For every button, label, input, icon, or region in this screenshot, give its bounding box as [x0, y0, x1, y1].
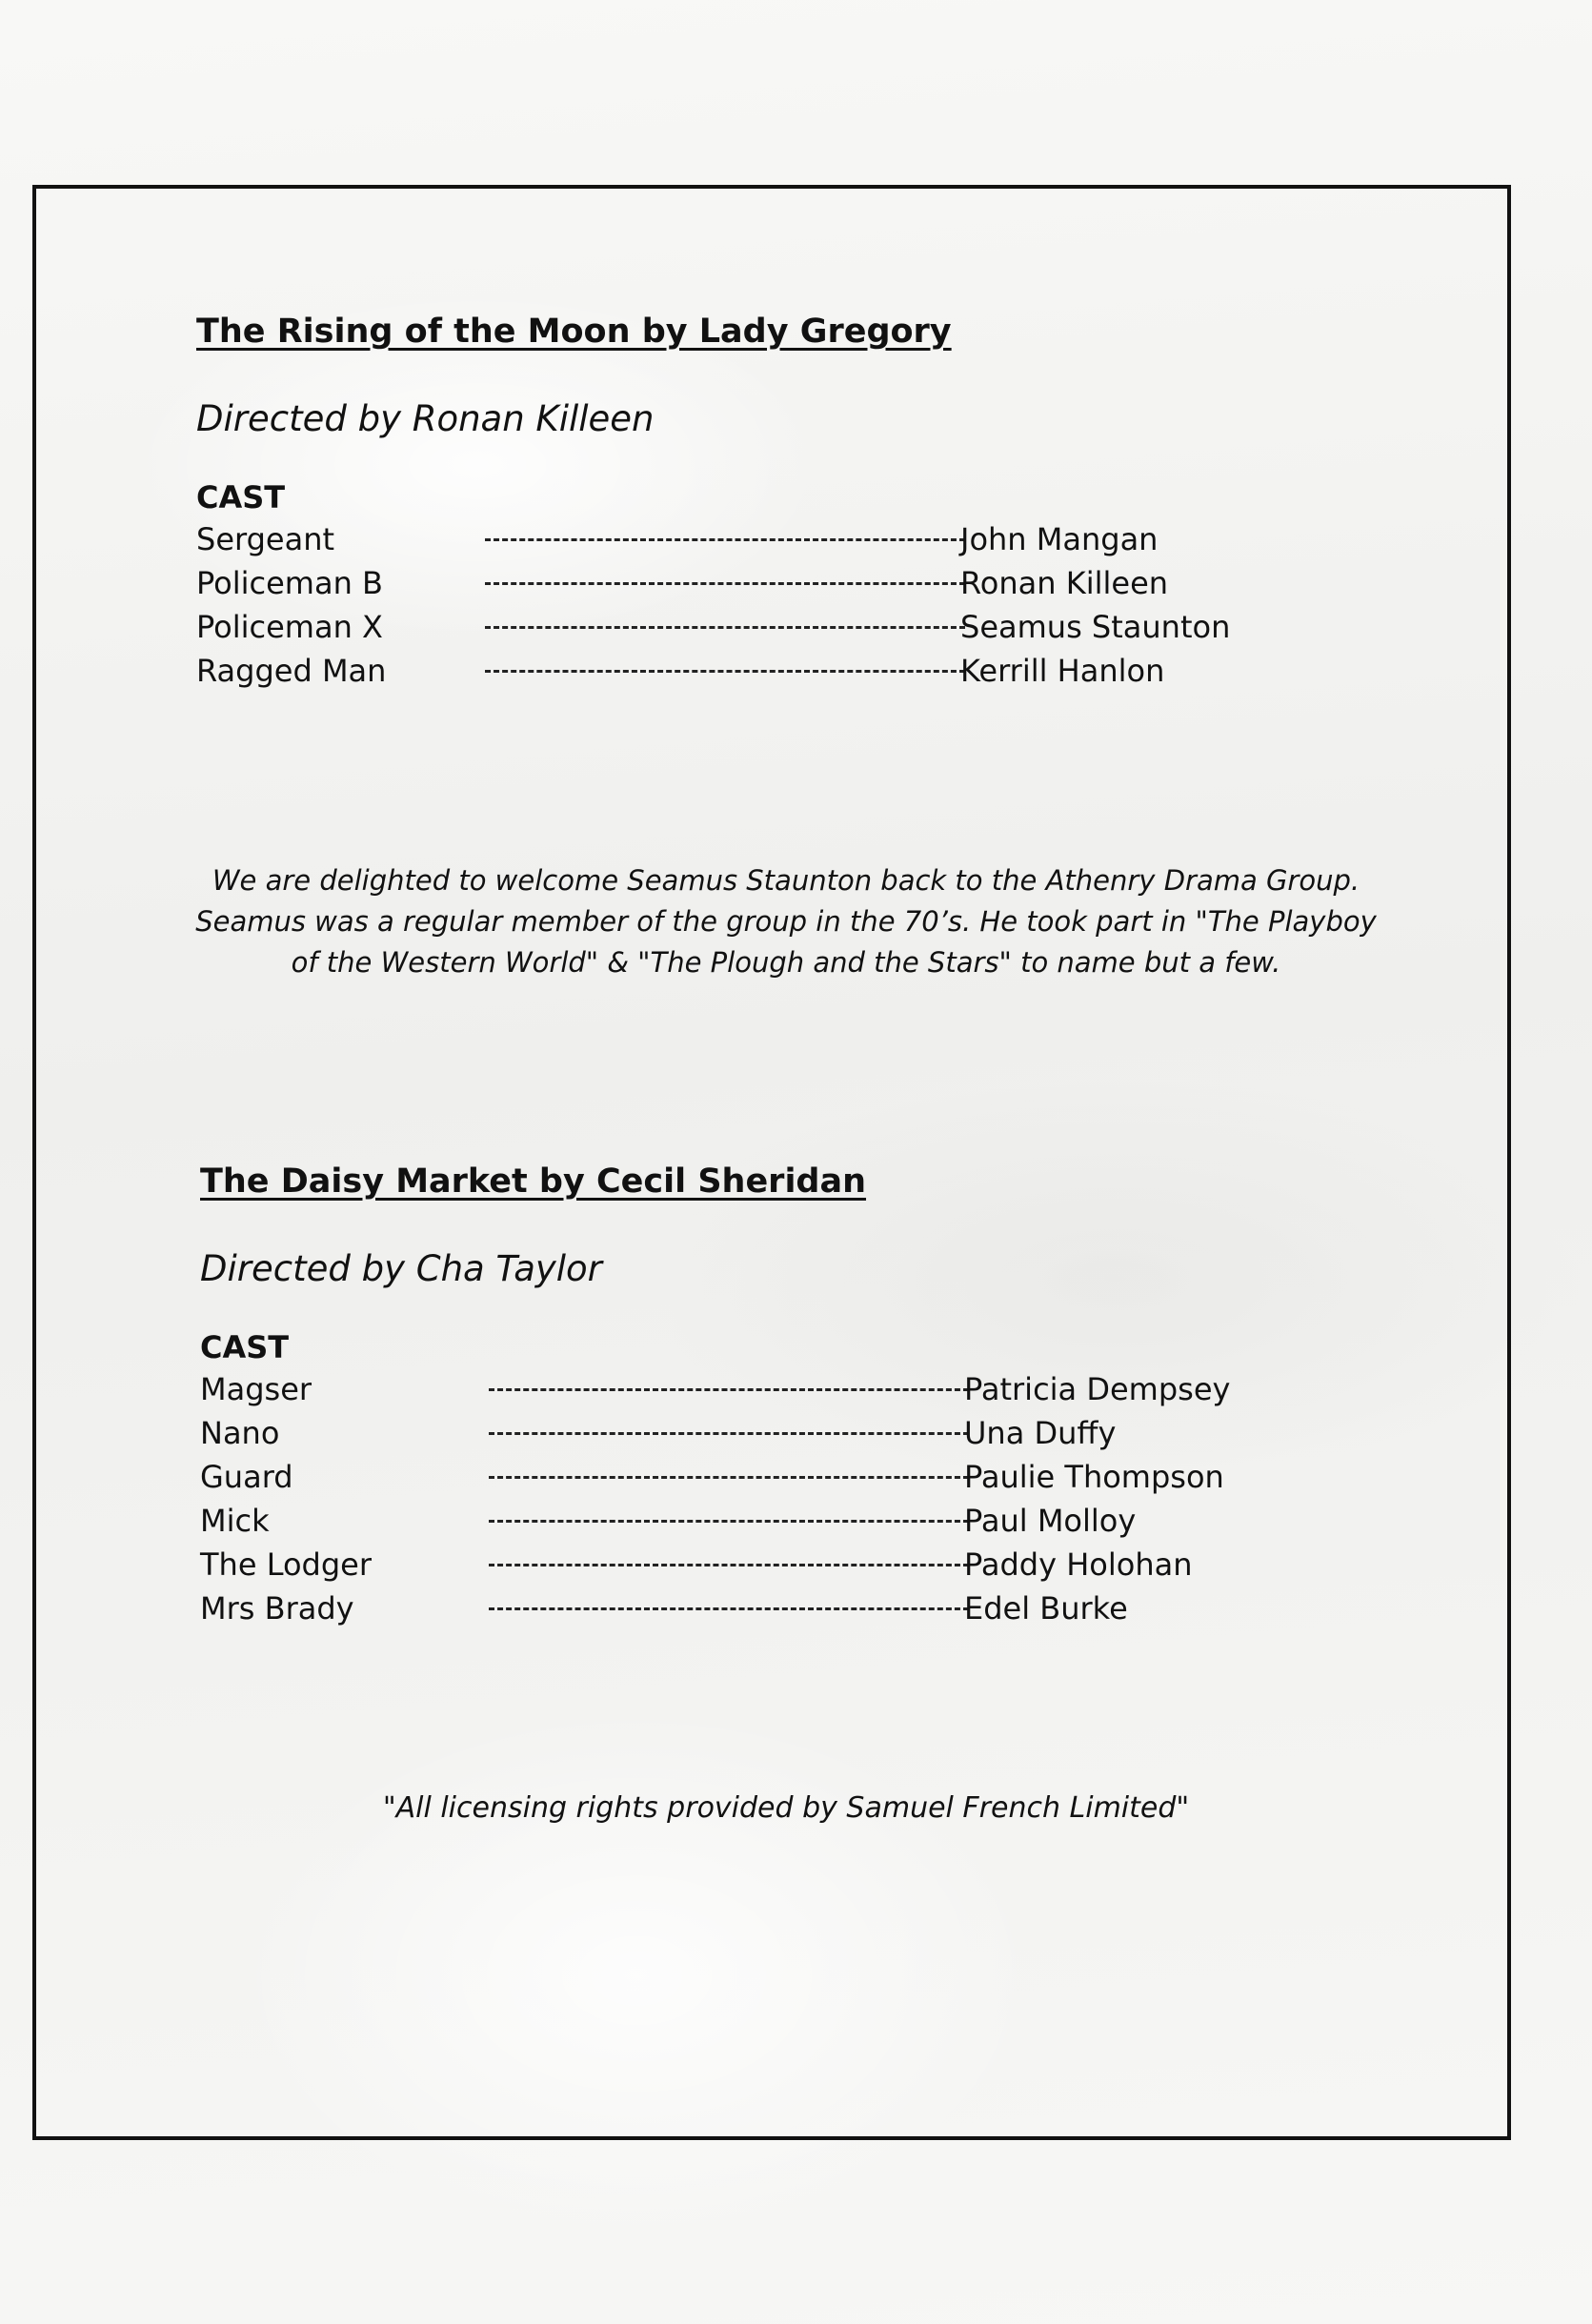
play-section-daisy-market — [200, 1162, 1231, 1630]
cast-role: Nano — [200, 1415, 280, 1451]
cast-list — [196, 517, 1231, 693]
cast-row — [200, 1411, 1117, 1455]
cast-role: Policeman X — [196, 609, 383, 645]
cast-heading: CAST — [200, 1329, 290, 1365]
cast-actor: Patricia Dempsey — [964, 1371, 1231, 1407]
cast-actor: John Mangan — [960, 521, 1159, 557]
cast-actor: Paddy Holohan — [964, 1546, 1193, 1583]
cast-role: Mrs Brady — [200, 1590, 354, 1627]
dashed-leader — [489, 1476, 969, 1479]
cast-actor: Paul Molloy — [964, 1503, 1137, 1539]
play-title: The Daisy Market by Cecil Sheridan — [200, 1162, 867, 1201]
cast-row — [200, 1367, 1231, 1411]
welcome-note — [171, 860, 1401, 983]
cast-actor: Edel Burke — [964, 1590, 1128, 1627]
cast-role: Policeman B — [196, 565, 383, 601]
cast-actor: Kerrill Hanlon — [960, 653, 1165, 689]
cast-row — [200, 1499, 1137, 1543]
welcome-note-line: We are delighted to welcome Seamus Staunton back to the Athenry Drama Group. — [212, 864, 1360, 897]
cast-role: Ragged Man — [196, 653, 387, 689]
cast-actor: Seamus Staunton — [960, 609, 1231, 645]
dashed-leader — [489, 1388, 969, 1391]
cast-row — [200, 1455, 1224, 1499]
welcome-note-line: of the Western World" & "The Plough and the Stars" to name but a few. — [291, 946, 1281, 979]
cast-role: Guard — [200, 1459, 293, 1495]
cast-actor: Una Duffy — [964, 1415, 1117, 1451]
cast-row — [200, 1543, 1193, 1586]
cast-row — [196, 517, 1159, 561]
cast-role: The Lodger — [200, 1546, 372, 1583]
cast-row — [196, 649, 1165, 693]
dashed-leader — [489, 1520, 969, 1523]
dashed-leader — [489, 1432, 969, 1435]
cast-row — [196, 561, 1169, 605]
dashed-leader — [485, 670, 965, 673]
cast-list — [200, 1367, 1231, 1630]
play-title: The Rising of the Moon by Lady Gregory — [196, 313, 952, 351]
licensing-credit: "All licensing rights provided by Samuel French Limited" — [382, 1791, 1190, 1825]
welcome-note-line: Seamus was a regular member of the group in the 70’s. He took part in "The Playboy — [195, 905, 1377, 938]
play-director: Directed by Cha Taylor — [200, 1248, 602, 1289]
cast-actor: Ronan Killeen — [960, 565, 1169, 601]
cast-row — [196, 605, 1231, 649]
dashed-leader — [485, 582, 965, 585]
cast-role: Sergeant — [196, 521, 335, 557]
dashed-leader — [485, 538, 965, 541]
cast-row — [200, 1586, 1128, 1630]
cast-role: Mick — [200, 1503, 270, 1539]
dashed-leader — [489, 1564, 969, 1566]
cast-role: Magser — [200, 1371, 312, 1407]
cast-heading: CAST — [196, 479, 286, 515]
dashed-leader — [485, 626, 965, 629]
play-section-rising-of-the-moon — [196, 313, 1231, 693]
play-director: Directed by Ronan Killeen — [196, 398, 655, 439]
dashed-leader — [489, 1607, 969, 1610]
cast-actor: Paulie Thompson — [964, 1459, 1224, 1495]
